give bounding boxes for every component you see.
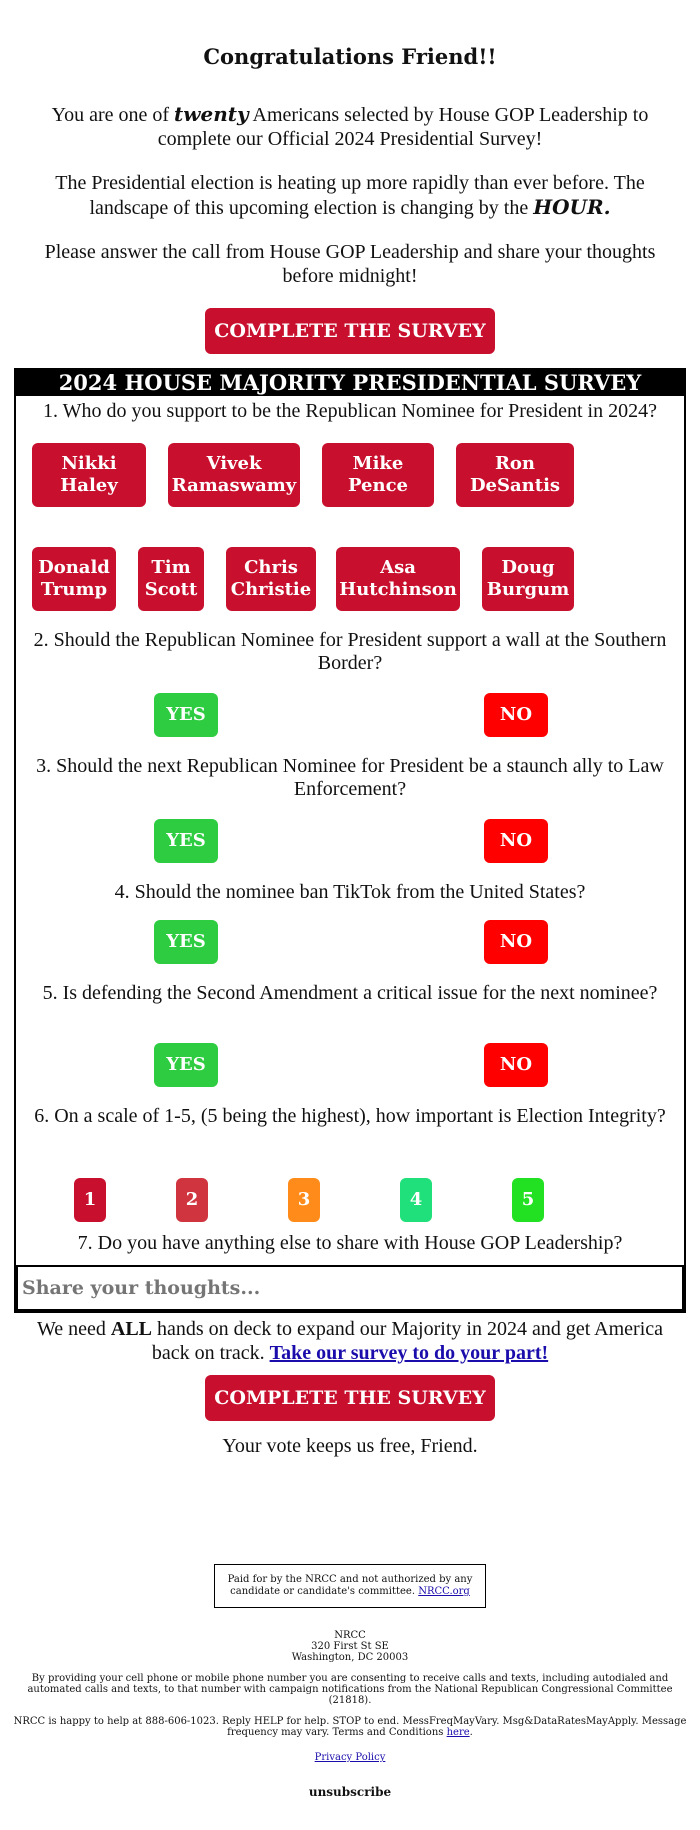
question-1: 1. Who do you support to be the Republican Nominee for President in 2024?	[43, 400, 657, 422]
candidate-row-2	[16, 547, 684, 611]
address-block	[0, 1630, 700, 1663]
rating-button-1[interactable]: 1	[74, 1178, 106, 1222]
emphasis-hour: HOUR.	[533, 195, 611, 219]
complete-survey-button-bottom[interactable]: COMPLETE THE SURVEY	[205, 1375, 495, 1421]
candidate-row-1	[16, 443, 684, 507]
candidate-button-desantis[interactable]: Ron DeSantis	[456, 443, 574, 507]
candidate-button-hutchinson[interactable]: Asa Hutchinson	[336, 547, 460, 611]
answer-row-3	[16, 819, 684, 863]
candidate-button-burgum[interactable]: Doug Burgum	[482, 547, 574, 611]
org-name: NRCC	[334, 1630, 366, 1641]
intro-section	[0, 0, 700, 354]
paid-for-box: Paid for by the NRCC and not authorized by any candidate or candidate's committee. NRCC.org	[214, 1564, 486, 1608]
nrcc-link[interactable]: NRCC.org	[418, 1586, 470, 1597]
rating-button-5[interactable]: 5	[512, 1178, 544, 1222]
q4-no-button[interactable]: NO	[484, 920, 548, 964]
candidate-button-haley[interactable]: Nikki Haley	[32, 443, 146, 507]
intro-paragraph-1: You are one of twenty Americans selected by House GOP Leadership to complete our Official 2024 Presidential Survey!	[51, 102, 649, 150]
question-5: 5. Is defending the Second Amendment a critical issue for the next nominee?	[42, 982, 658, 1004]
help-text: NRCC is happy to help at 888-606-1023. Reply HELP for help. STOP to end. MessFreqMayVary. Msg&DataRatesMayApply. Message frequency may vary. Terms and Conditions here.	[13, 1716, 687, 1738]
question-3: 3. Should the next Republican Nominee for President be a staunch ally to Law Enforcement?	[36, 755, 664, 800]
answer-row-2	[16, 693, 684, 737]
candidate-button-trump[interactable]: Donald Trump	[32, 547, 116, 611]
intro-paragraph-2: The Presidential election is heating up more rapidly than ever before. The landscape of this upcoming election is changing by the HOUR.	[55, 172, 645, 219]
privacy-policy-link[interactable]: Privacy Policy	[314, 1752, 386, 1763]
candidate-button-scott[interactable]: Tim Scott	[138, 547, 204, 611]
street-address: 320 First St SE	[311, 1641, 389, 1652]
terms-link[interactable]: here	[446, 1727, 470, 1738]
q4-yes-button[interactable]: YES	[154, 920, 218, 964]
question-6: 6. On a scale of 1-5, (5 being the highest), how important is Election Integrity?	[34, 1105, 666, 1127]
intro-paragraph-3: Please answer the call from House GOP Leadership and share your thoughts before midnight!	[44, 241, 656, 287]
candidate-button-christie[interactable]: Chris Christie	[226, 547, 316, 611]
rating-button-2[interactable]: 2	[176, 1178, 208, 1222]
privacy-row	[10, 1752, 690, 1763]
q5-no-button[interactable]: NO	[484, 1043, 548, 1087]
unsubscribe-link[interactable]: unsubscribe	[308, 1785, 392, 1799]
emphasis-twenty: twenty	[174, 102, 249, 126]
rating-button-3[interactable]: 3	[288, 1178, 320, 1222]
q2-yes-button[interactable]: YES	[154, 693, 218, 737]
question-2: 2. Should the Republican Nominee for President support a wall at the Southern Border?	[33, 629, 667, 674]
closing-section	[0, 1317, 700, 1458]
thoughts-input[interactable]	[16, 1265, 684, 1311]
consent-text: By providing your cell phone or mobile phone number you are consenting to receive calls and texts, including autodialed and automated calls and texts, to that number with campaign notifications from the National Republican Congressional Committee (21818).	[27, 1673, 673, 1706]
complete-survey-button-top[interactable]: COMPLETE THE SURVEY	[205, 308, 495, 354]
q5-yes-button[interactable]: YES	[154, 1043, 218, 1087]
q3-no-button[interactable]: NO	[484, 819, 548, 863]
candidate-button-pence[interactable]: Mike Pence	[322, 443, 434, 507]
question-7: 7. Do you have anything else to share with House GOP Leadership?	[77, 1232, 623, 1254]
closing-paragraph: We need ALL hands on deck to expand our Majority in 2024 and get America back on track. Take our survey to do your part!	[36, 1318, 664, 1364]
q3-yes-button[interactable]: YES	[154, 819, 218, 863]
city-address: Washington, DC 20003	[291, 1652, 409, 1663]
rating-row	[16, 1178, 684, 1222]
take-survey-link[interactable]: Take our survey to do your part!	[269, 1342, 549, 1364]
candidate-button-ramaswamy[interactable]: Vivek Ramaswamy	[168, 443, 300, 507]
answer-row-5	[16, 1043, 684, 1087]
answer-row-4	[16, 920, 684, 964]
free-note: Your vote keeps us free, Friend.	[222, 1435, 478, 1457]
survey-title: 2024 HOUSE MAJORITY PRESIDENTIAL SURVEY	[16, 370, 684, 396]
headline: Congratulations Friend!!	[203, 44, 497, 69]
survey-box	[14, 368, 686, 1313]
question-4: 4. Should the nominee ban TikTok from the United States?	[114, 881, 586, 903]
q2-no-button[interactable]: NO	[484, 693, 548, 737]
footer	[0, 1630, 700, 1763]
rating-button-4[interactable]: 4	[400, 1178, 432, 1222]
